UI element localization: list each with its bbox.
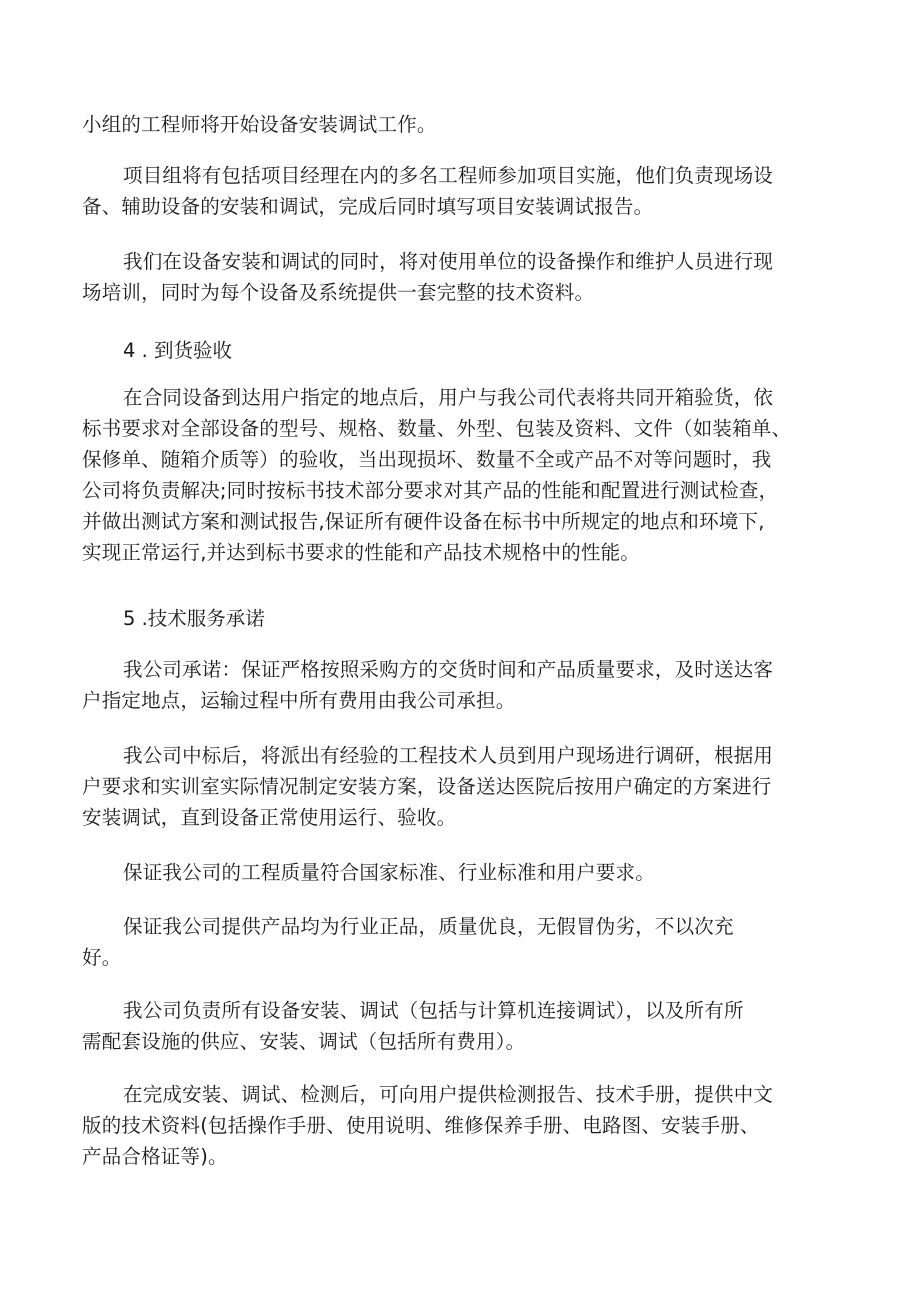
text-line: 实现正常运行,并达到标书要求的性能和产品技术规格中的性能。 bbox=[82, 541, 640, 564]
text-line: 场培训，同时为每个设备及系统提供一套完整的技术资料。 bbox=[82, 281, 595, 304]
paragraph-genuine-products bbox=[82, 911, 838, 973]
text-line: 版的技术资料(包括操作手册、使用说明、维修保养手册、电路图、安装手册、 bbox=[82, 1114, 760, 1137]
text-line: 并做出测试方案和测试报告,保证所有硬件设备在标书中所规定的地点和环境下, bbox=[82, 510, 765, 533]
paragraph-installation-responsibility bbox=[82, 995, 838, 1057]
text-line: 产品合格证等)。 bbox=[82, 1145, 228, 1168]
paragraph-project-team bbox=[82, 160, 838, 222]
text-line: 好。 bbox=[82, 946, 122, 969]
text-line: 备、辅助设备的安装和调试，完成后同时填写项目安装调试报告。 bbox=[82, 195, 654, 218]
text-line: 公司将负责解决;同时按标书技术部分要求对其产品的性能和配置进行测试检查， bbox=[82, 479, 779, 502]
text-line: 我公司承诺：保证严格按照采购方的交货时间和产品质量要求，及时送达客 bbox=[123, 658, 774, 681]
text-line: 我公司中标后，将派出有经验的工程技术人员到用户现场进行调研，根据用 bbox=[123, 744, 774, 767]
paragraph-acceptance bbox=[82, 382, 838, 568]
section-heading-service-commitment: 5 .技术服务承诺 bbox=[123, 607, 265, 630]
paragraph-commitment bbox=[82, 654, 838, 716]
text-line: 需配套设施的供应、安装、调试（包括所有费用）。 bbox=[82, 1030, 526, 1053]
text-line: 在完成安装、调试、检测后，可向用户提供检测报告、技术手册，提供中文 bbox=[123, 1083, 774, 1106]
paragraph-training bbox=[82, 246, 838, 308]
text-line: 小组的工程师将开始设备安装调试工作。 bbox=[82, 113, 437, 136]
paragraph-engineers-start bbox=[82, 109, 838, 140]
text-line: 保证我公司提供产品均为行业正品，质量优良，无假冒伪劣，不以次充 bbox=[123, 915, 734, 938]
text-line: 标书要求对全部设备的型号、规格、数量、外型、包装及资料、文件（如装箱单、 bbox=[82, 417, 792, 440]
text-line: 安装调试，直到设备正常使用运行、验收。 bbox=[82, 806, 457, 829]
paragraph-technical-documents bbox=[82, 1079, 838, 1172]
text-line: 户要求和实训室实际情况制定安装方案，设备送达医院后按用户确定的方案进行 bbox=[82, 775, 772, 798]
text-line: 在合同设备到达用户指定的地点后，用户与我公司代表将共同开箱验货，依 bbox=[123, 386, 774, 409]
text-line: 我公司负责所有设备安装、调试（包括与计算机连接调试），以及所有所 bbox=[123, 999, 744, 1022]
text-line: 保修单、随箱介质等）的验收，当出现损坏、数量不全或产品不对等问题时，我 bbox=[82, 448, 772, 471]
text-line: 户指定地点，运输过程中所有费用由我公司承担。 bbox=[82, 689, 516, 712]
section-heading-delivery-acceptance: 4 . 到货验收 bbox=[123, 339, 233, 362]
paragraph-quality-standard bbox=[82, 857, 838, 888]
text-line: 项目组将有包括项目经理在内的多名工程师参加项目实施，他们负责现场设 bbox=[123, 164, 774, 187]
text-line: 我们在设备安装和调试的同时，将对使用单位的设备操作和维护人员进行现 bbox=[123, 250, 774, 273]
text-line: 保证我公司的工程质量符合国家标准、行业标准和用户要求。 bbox=[123, 861, 655, 884]
paragraph-after-bid bbox=[82, 740, 838, 833]
